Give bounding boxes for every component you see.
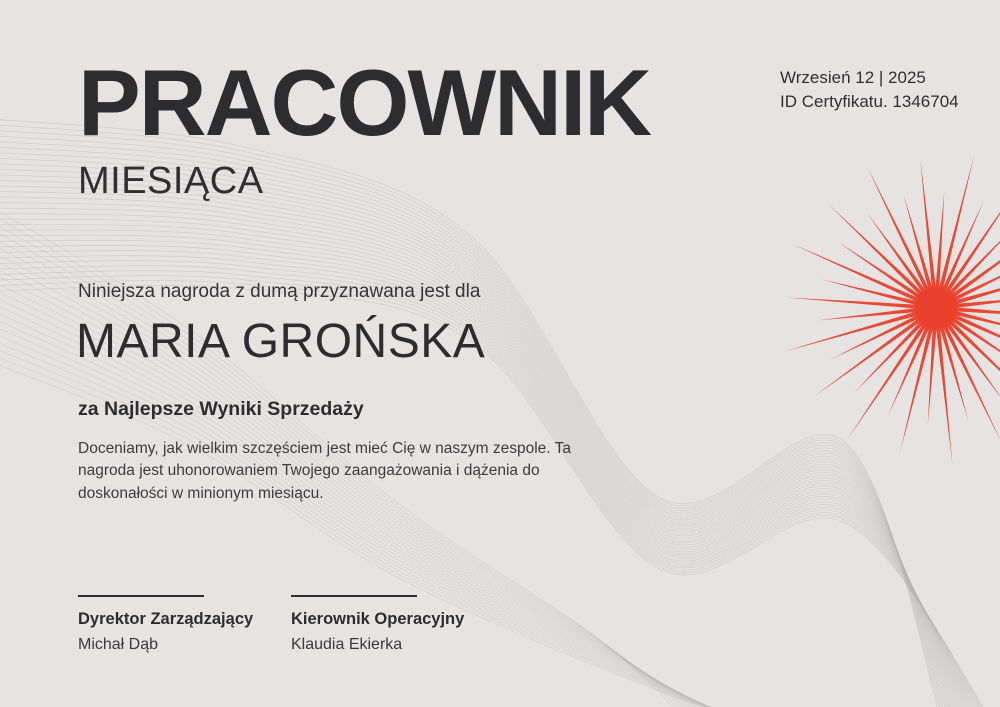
signature-role: Kierownik Operacyjny — [291, 610, 465, 628]
certificate-meta — [780, 66, 959, 114]
signature-block-manager — [291, 595, 501, 654]
title-block — [78, 50, 651, 203]
signature-role: Dyrektor Zarządzający — [78, 610, 254, 628]
signature-block-director — [78, 595, 288, 654]
recipient-name: MARIA GROŃSKA — [76, 315, 486, 368]
award-description: Doceniamy, jak wielkim szczęściem jest mieć Cię w naszym zespole. Ta nagroda jest uhonorowaniem Twojego zaangażowania i dążenia do doskonałości w minionym miesiącu. — [78, 440, 571, 502]
certificate-title: PRACOWNIK — [78, 50, 651, 155]
signature-name: Klaudia Ekierka — [291, 636, 403, 653]
award-reason: za Najlepsze Wyniki Sprzedaży — [78, 398, 364, 420]
signature-line — [78, 595, 204, 597]
signature-name: Michał Dąb — [78, 636, 159, 653]
award-intro-line: Niniejsza nagroda z dumą przyznawana jest dla — [78, 281, 481, 302]
certificate-id: ID Certyfikatu. 1346704 — [780, 92, 959, 112]
certificate-date: Wrzesień 12 | 2025 — [780, 68, 926, 87]
signature-line — [291, 595, 417, 597]
certificate-subtitle: MIESIĄCA — [78, 160, 264, 202]
